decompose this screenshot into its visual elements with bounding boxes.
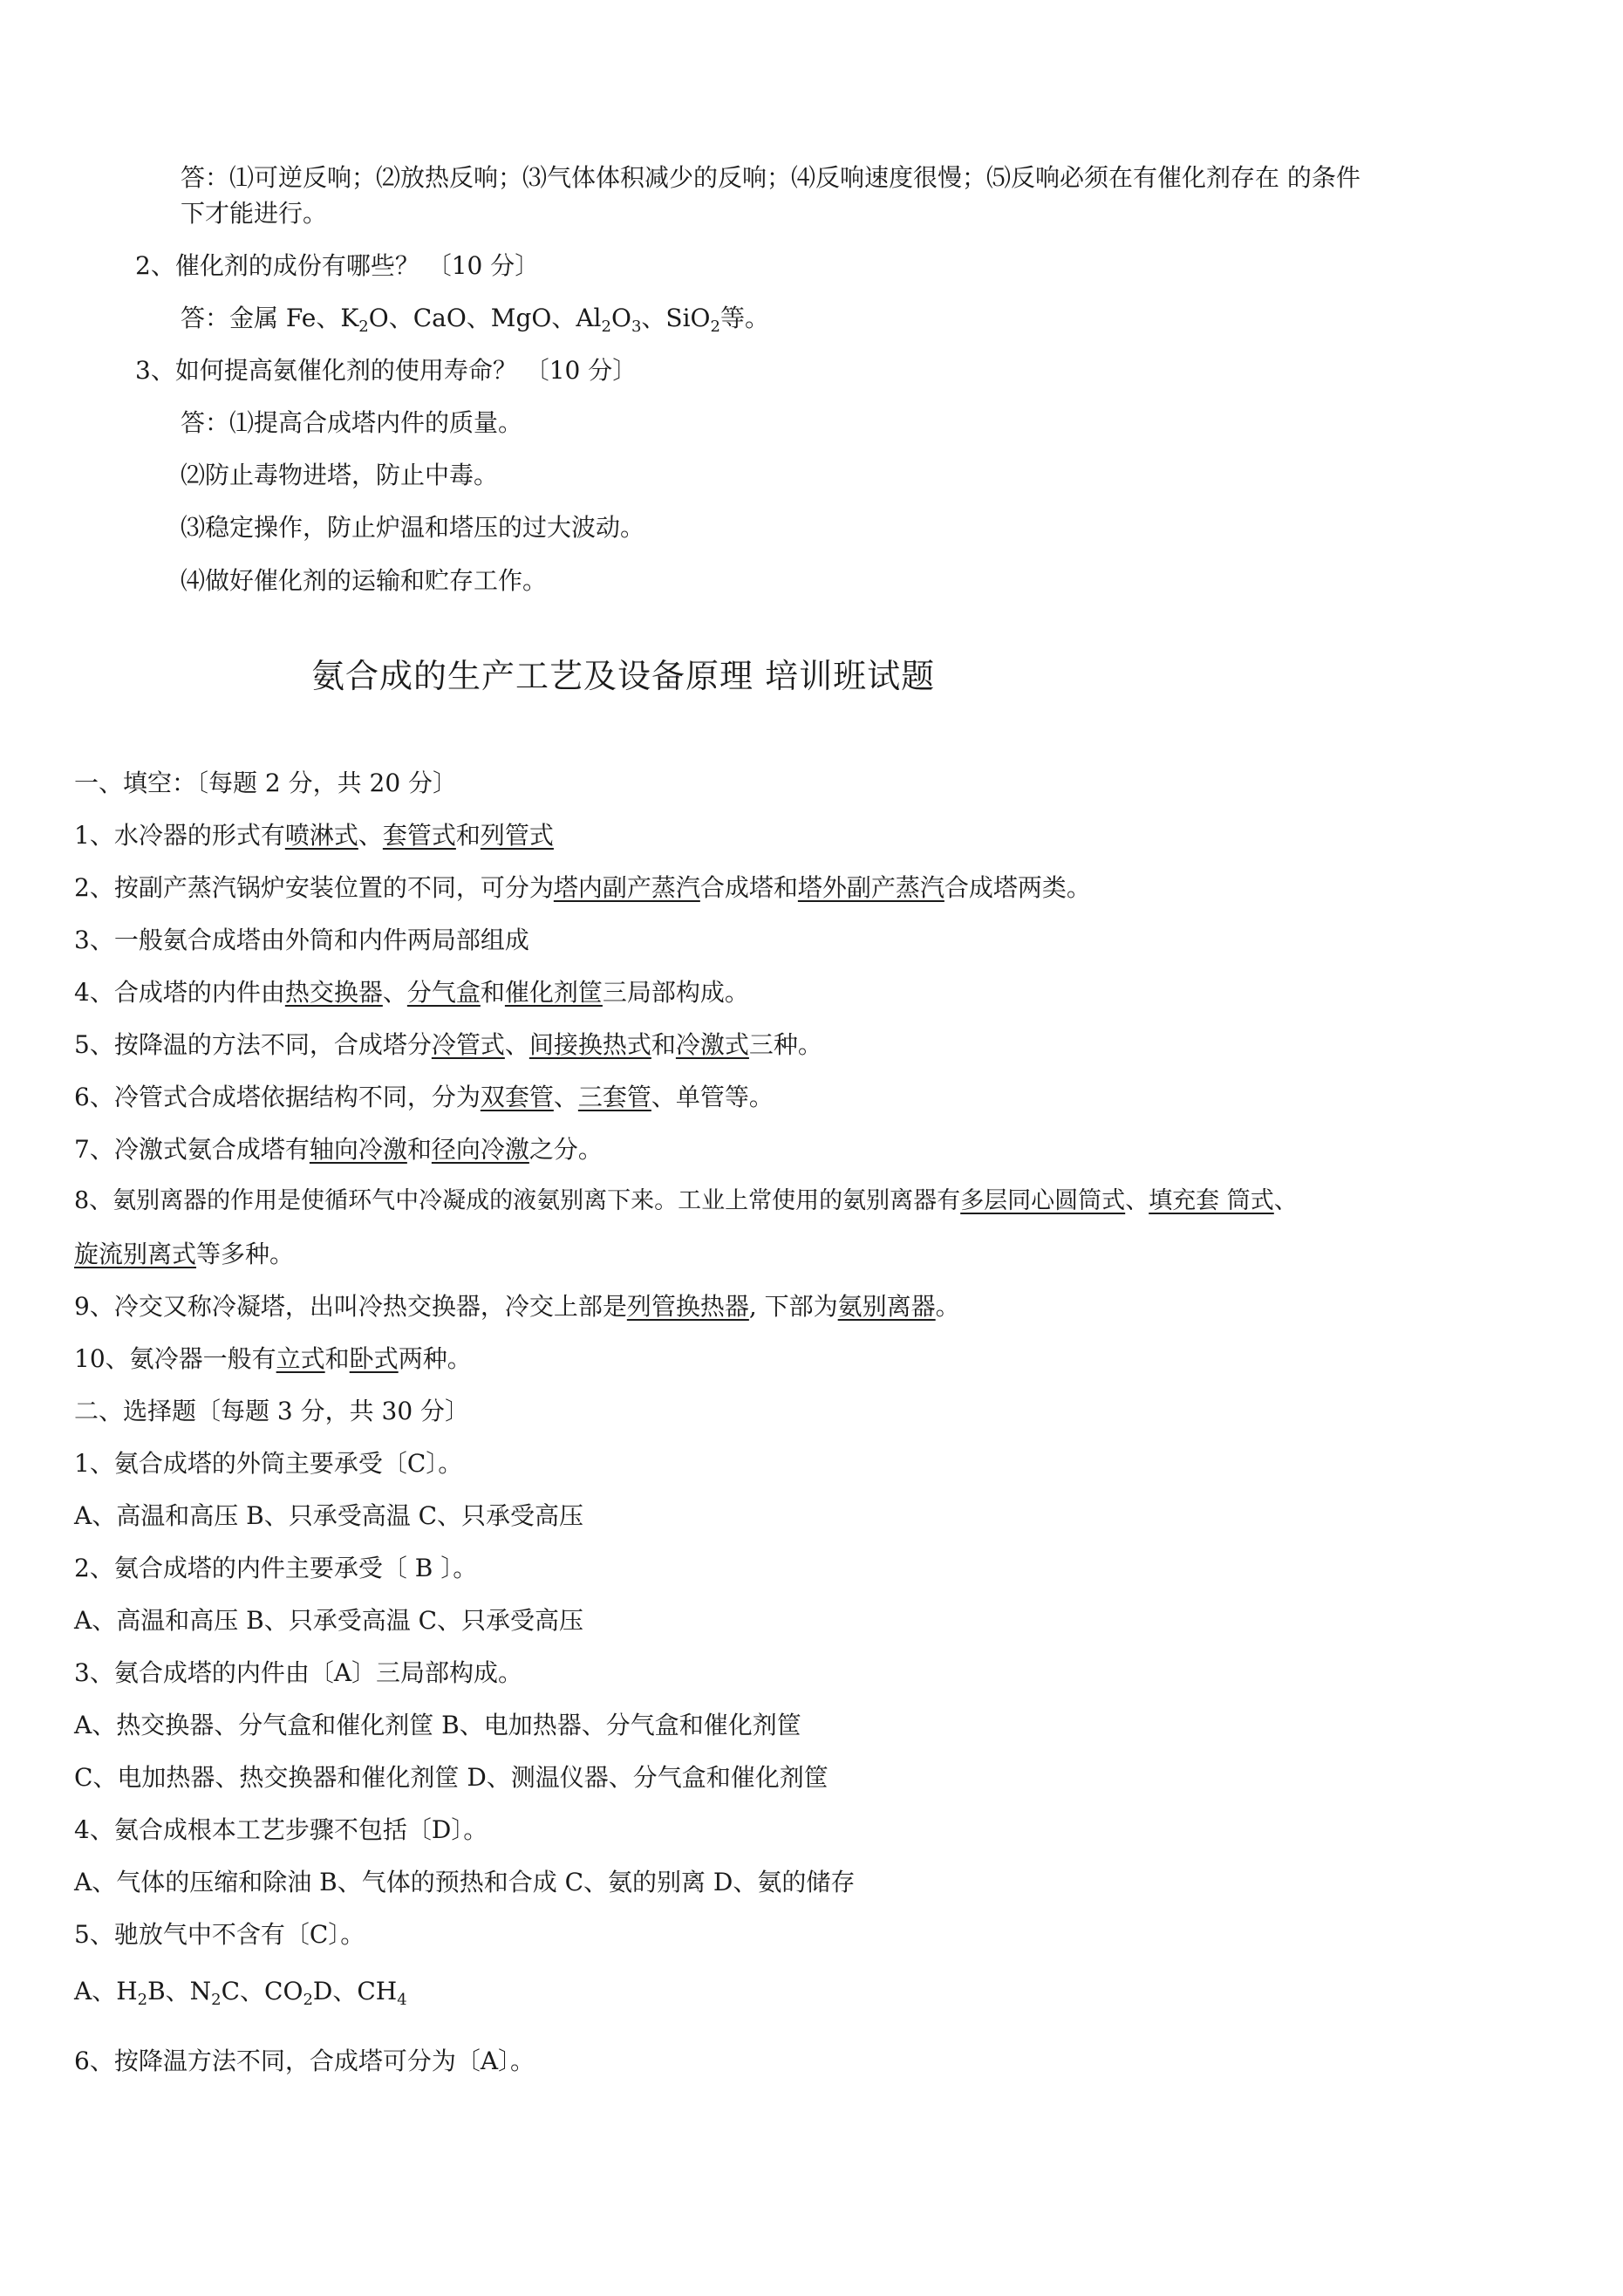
- choice-question: 2、氨合成塔的内件主要承受〔 B 〕。: [74, 1554, 478, 1582]
- fill-9: 9、冷交又称冷凝塔，出叫冷热交换器，冷交上部是列管换热器, 下部为氨别离器。: [74, 1292, 960, 1321]
- fill-1: 1、水冷器的形式有喷淋式、套管式和列管式: [74, 821, 554, 850]
- choice-options: A、高温和高压 B、只承受高温 C、只承受高压: [74, 1606, 584, 1635]
- answer-3-item: ⑷做好催化剂的运输和贮存工作。: [181, 566, 548, 595]
- fill-5: 5、按降温的方法不同，合成塔分冷管式、间接换热式和冷激式三种。: [74, 1030, 822, 1059]
- choice-options: A、高温和高压 B、只承受高温 C、只承受高压: [74, 1501, 584, 1530]
- fill-4: 4、合成塔的内件由热交换器、分气盒和催化剂筐三局部构成。: [74, 978, 749, 1007]
- answer-3-item: ⑶稳定操作，防止炉温和塔压的过大波动。: [181, 513, 645, 542]
- question-2: 2、催化剂的成份有哪些？ 〔10 分〕: [135, 251, 540, 280]
- fill-10: 10、氨冷器一般有立式和卧式两种。: [74, 1344, 472, 1373]
- section-2-heading: 二、选择题〔每题 3 分，共 30 分〕: [74, 1397, 470, 1425]
- choice-question: 6、按降温方法不同，合成塔可分为〔A〕。: [74, 2047, 535, 2075]
- page-title: 氨合成的生产工艺及设备原理 培训班试题: [311, 657, 936, 695]
- answer-3-item: ⑵防止毒物进塔，防止中毒。: [181, 461, 499, 489]
- section-1-heading: 一、填空：〔每题 2 分，共 20 分〕: [74, 769, 458, 797]
- fill-7: 7、冷激式氨合成塔有轴向冷激和径向冷激之分。: [74, 1135, 603, 1164]
- question-3: 3、如何提高氨催化剂的使用寿命？ 〔10 分〕: [135, 356, 638, 385]
- choice-question: 5、驰放气中不含有〔C〕。: [74, 1920, 365, 1949]
- answer-2: 答：金属 Fe、$K_2O$、CaO、MgO、$Al_2O_3$、SiO$_2$等。: [181, 304, 769, 336]
- fill-3: 3、一般氨合成塔由外筒和内件两局部组成: [74, 926, 529, 954]
- choice-question: 3、氨合成塔的内件由〔A〕三局部构成。: [74, 1658, 523, 1687]
- fill-6: 6、冷管式合成塔依据结构不同，分为双套管、三套管、单管等。: [74, 1083, 774, 1111]
- choice-options: A、$H_2B$、$N_2C$、$CO_2D$、$CH_4$: [74, 1977, 407, 2009]
- choice-options: C、电加热器、热交换器和催化剂筐 D、测温仪器、分气盒和催化剂筐: [74, 1763, 829, 1792]
- choice-question: 4、氨合成根本工艺步骤不包括〔D〕。: [74, 1815, 488, 1844]
- fill-8-line-2: 旋流别离式等多种。: [74, 1240, 295, 1268]
- answer-1-line-1: 答：⑴可逆反响；⑵放热反响；⑶气体体积减少的反响；⑷反响速度很慢；⑸反响必须在有催化剂存在 的条件: [181, 163, 1360, 192]
- choice-options: A、热交换器、分气盒和催化剂筐 B、电加热器、分气盒和催化剂筐: [74, 1711, 801, 1739]
- answer-1-line-2: 下才能进行。: [181, 199, 328, 228]
- fill-8-line-1: 8、氨别离器的作用是使循环气中冷凝成的液氨别离下来。工业上常使用的氨别离器有多层同心圆筒式、填充套 筒式、: [74, 1187, 1298, 1214]
- answer-3-item: 答：⑴提高合成塔内件的质量。: [181, 408, 523, 437]
- choice-question: 1、氨合成塔的外筒主要承受〔C〕。: [74, 1449, 463, 1478]
- fill-2: 2、按副产蒸汽锅炉安装位置的不同，可分为塔内副产蒸汽合成塔和塔外副产蒸汽合成塔两类。: [74, 873, 1091, 902]
- choice-options: A、气体的压缩和除油 B、气体的预热和合成 C、氨的别离 D、氨的储存: [74, 1868, 856, 1896]
